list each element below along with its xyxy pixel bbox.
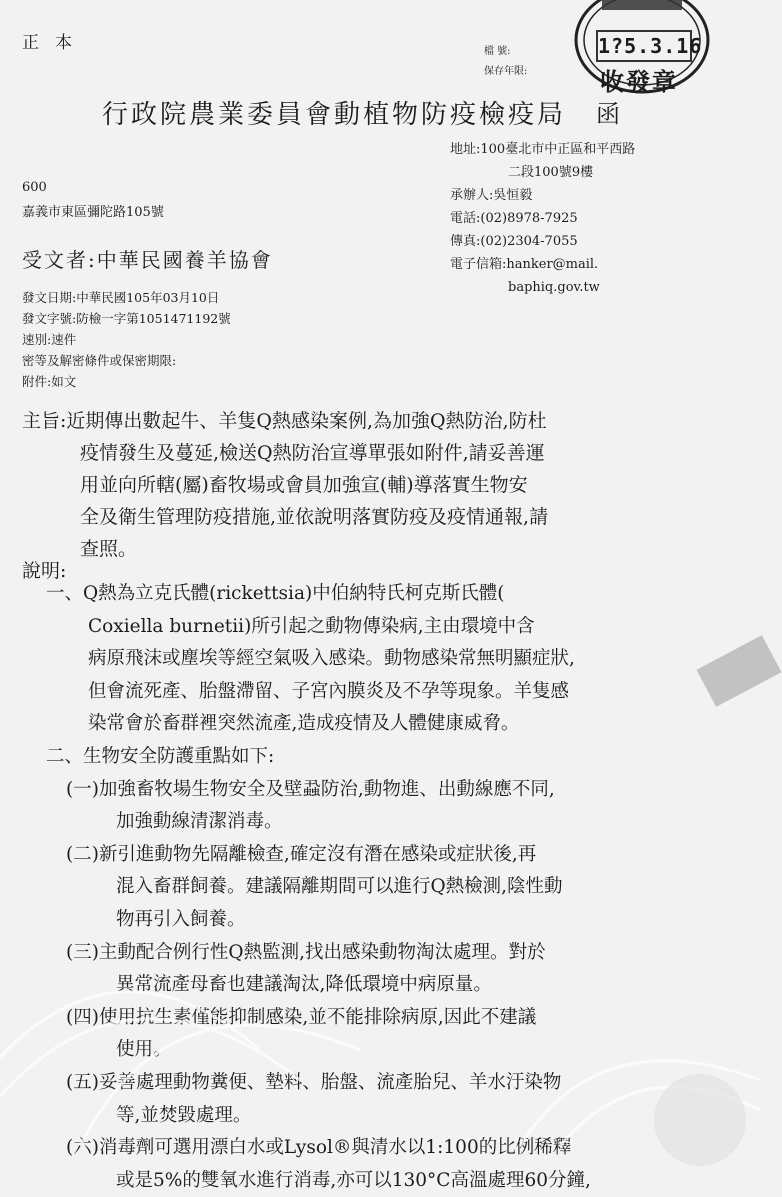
file-number-label: 檔 號: xyxy=(484,46,511,57)
recipient: 受文者:中華民國養羊協會 xyxy=(22,248,273,272)
description-line: (一)加強畜牧場生物安全及壁蝨防治,動物進、出動線應不同, xyxy=(66,778,555,800)
description-line: 病原飛沫或塵埃等經空氣吸入感染。動物感染常無明顯症狀, xyxy=(88,648,575,670)
description-line: 一、Q熱為立克氏體(rickettsia)中伯納特氏柯克斯氏體( xyxy=(46,583,505,604)
subject-line: 查照。 xyxy=(80,538,138,560)
subject-line: 全及衛生管理防疫措施,並依說明落實防疫及疫情通報,請 xyxy=(80,506,549,528)
speed-class: 速別:速件 xyxy=(22,332,77,347)
description-line: 但會流死產、胎盤滯留、子宮內膜炎及不孕等現象。羊隻感 xyxy=(88,680,570,702)
contact-email-cont: baphiq.gov.tw xyxy=(508,280,600,295)
description-line: (四)使用抗生素僅能抑制感染,並不能排除病原,因此不建議 xyxy=(66,1006,537,1028)
sender-zip: 600 xyxy=(22,180,47,195)
description-line: (二)新引進動物先隔離檢查,確定沒有潛在感染或症狀後,再 xyxy=(66,843,537,865)
description-line: 異常流產母畜也建議淘汰,降低環境中病原量。 xyxy=(116,974,492,996)
contact-fax: 傳真:(02)2304-7055 xyxy=(450,234,578,249)
description-line: 染常會於畜群裡突然流產,造成疫情及人體健康威脅。 xyxy=(88,713,520,735)
retention-label: 保存年限: xyxy=(484,66,528,77)
description-line: Coxiella burnetii)所引起之動物傳染病,主由環境中含 xyxy=(88,615,535,637)
attachment: 附件:如文 xyxy=(22,374,77,389)
reference-number: 發文字號:防檢一字第1051471192號 xyxy=(22,311,231,326)
description-line: (五)妥善處理動物糞便、墊料、胎盤、流產胎兒、羊水汙染物 xyxy=(66,1071,562,1093)
stamp-label: 收發章 xyxy=(600,67,678,96)
secrecy-class: 密等及解密條件或保密期限: xyxy=(22,353,177,368)
description-label: 說明: xyxy=(22,560,67,582)
copy-label: 正本 xyxy=(22,33,88,53)
contact-phone: 電話:(02)8978-7925 xyxy=(450,211,578,226)
contact-address-cont: 二段100號9樓 xyxy=(508,165,594,180)
description-line: 使用。 xyxy=(116,1039,172,1061)
contact-handler: 承辦人:吳恒毅 xyxy=(450,188,533,203)
sender-address: 嘉義市東區彌陀路105號 xyxy=(22,205,164,220)
description-line: 或是5%的雙氧水進行消毒,亦可以130°C高溫處理60分鐘, xyxy=(116,1169,591,1191)
document-meta xyxy=(22,287,231,392)
contact-block xyxy=(450,138,635,299)
description-line: (三)主動配合例行性Q熱監測,找出感染動物淘汰處理。對於 xyxy=(66,941,546,963)
document-type: 函 xyxy=(596,100,620,128)
description-line: 加強動線清潔消毒。 xyxy=(116,811,283,833)
stamp-date: 1?5.3.16 xyxy=(596,30,692,62)
subject-line: 疫情發生及蔓延,檢送Q熱防治宣導單張如附件,請妥善運 xyxy=(80,442,545,464)
description-line: (六)消毒劑可選用漂白水或Lysol®與清水以1:100的比例稀釋 xyxy=(66,1137,572,1159)
contact-email: 電子信箱:hanker@mail. xyxy=(450,257,599,272)
background-watermark xyxy=(0,820,760,1146)
contact-address: 地址:100臺北市中正區和平西路 xyxy=(450,142,636,157)
description-line: 二、生物安全防護重點如下: xyxy=(46,745,275,767)
description-line: 物再引入飼養。 xyxy=(116,908,246,930)
subject-line: 主旨:近期傳出數起牛、羊隻Q熱感染案例,為加強Q熱防治,防杜 xyxy=(22,410,547,432)
agency-name: 行政院農業委員會動植物防疫檢疫局 xyxy=(102,100,567,130)
issue-date: 發文日期:中華民國105年03月10日 xyxy=(22,290,220,305)
description-line: 等,並焚毀處理。 xyxy=(116,1104,252,1126)
description-line: 混入畜群飼養。建議隔離期間可以進行Q熱檢測,陰性動 xyxy=(116,876,563,898)
subject-block xyxy=(22,405,712,565)
subject-line: 用並向所轄(屬)畜牧場或會員加強宣(輔)導落實生物安 xyxy=(80,474,528,496)
file-meta xyxy=(484,42,527,82)
